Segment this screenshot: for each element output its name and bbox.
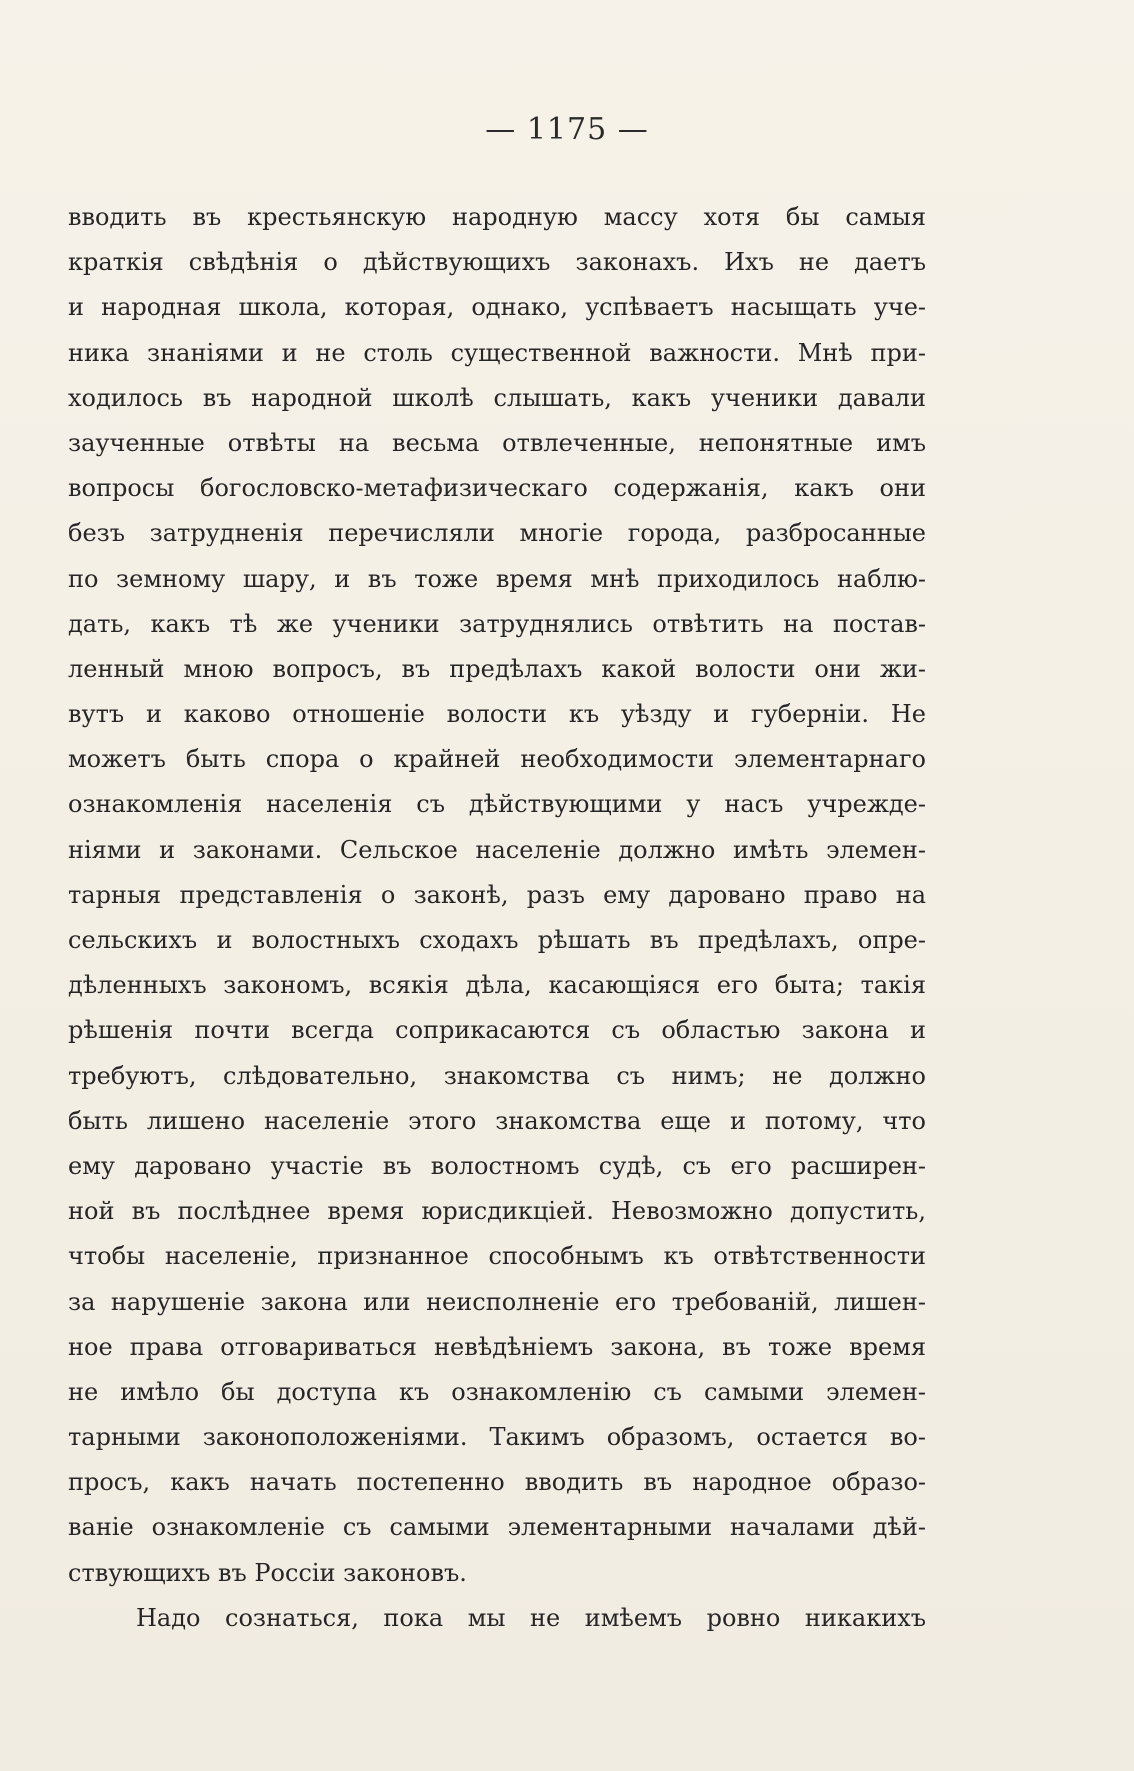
text-line: ника знаніями и не столь существенной важности. Мнѣ при- [68,338,926,367]
text-line: тарными законоположеніями. Такимъ образомъ, остается во- [68,1423,926,1452]
paragraph-start: Надо сознаться, пока мы не имѣемъ ровно никакихъ [136,1603,926,1632]
text-line: заученные отвѣты на весьма отвлеченные, непонятные имъ [68,428,926,457]
text-line: ваніе ознакомленіе съ самыми элементарными началами дѣй- [68,1513,926,1542]
page-number: — 1175 — [485,112,649,147]
text-line: ленный мною вопросъ, въ предѣлахъ какой волости они жи- [68,654,926,683]
text-line: дѣленныхъ закономъ, всякія дѣла, касающіяся его быта; такія [68,971,926,1000]
text-line: по земному шару, и въ тоже время мнѣ приходилось наблю- [68,564,926,593]
text-line: чтобы населеніе, признанное способнымъ къ отвѣтственности [68,1242,926,1271]
text-line: не имѣло бы доступа къ ознакомленію съ самыми элемен- [68,1377,926,1406]
text-line: ознакомленія населенія съ дѣйствующими у насъ учрежде- [68,790,926,819]
text-line: рѣшенія почти всегда соприкасаются съ областью закона и [68,1016,926,1045]
text-line: можетъ быть спора о крайней необходимости элементарнаго [68,745,926,774]
text-line: ной въ послѣднее время юрисдикціей. Невозможно допустить, [68,1197,926,1226]
text-line: тарныя представленія о законѣ, разъ ему даровано право на [68,880,926,909]
text-line: дать, какъ тѣ же ученики затруднялись отвѣтить на постав- [68,609,926,638]
body-text [68,195,926,1641]
text-line: быть лишено населеніе этого знакомства еще и потому, что [68,1106,926,1135]
text-line: и народная школа, которая, однако, успѣваетъ насыщать уче- [68,293,926,322]
text-line: сельскихъ и волостныхъ сходахъ рѣшать въ предѣлахъ, опре- [68,926,926,954]
text-line: вводить въ крестьянскую народную массу хотя бы самыя [68,203,926,231]
text-line: ему даровано участіе въ волостномъ судѣ, съ его расширен- [68,1151,926,1180]
text-line: безъ затрудненія перечисляли многіе города, разбросанные [68,519,926,548]
text-line: ходилось въ народной школѣ слышать, какъ ученики давали [68,383,926,412]
text-line: за нарушеніе закона или неисполненіе его требованій, лишен- [68,1287,926,1316]
text-line-paragraph-end: ствующихъ въ Россіи законовъ. [68,1558,467,1587]
text-line: вутъ и каково отношеніе волости къ уѣзду и губерніи. Не [68,700,926,729]
text-line: просъ, какъ начать постепенно вводить въ народное образо- [68,1468,926,1497]
text-line: вопросы богословско-метафизическаго содержанія, какъ они [68,474,926,503]
text-line: требуютъ, слѣдовательно, знакомства съ нимъ; не должно [68,1061,926,1090]
text-line: ное права отговариваться невѣдѣніемъ закона, въ тоже время [68,1332,926,1361]
text-line: ніями и законами. Сельское населеніе должно имѣть элемен- [68,835,926,864]
text-line: краткія свѣдѣнія о дѣйствующихъ законахъ. Ихъ не даетъ [68,248,926,277]
